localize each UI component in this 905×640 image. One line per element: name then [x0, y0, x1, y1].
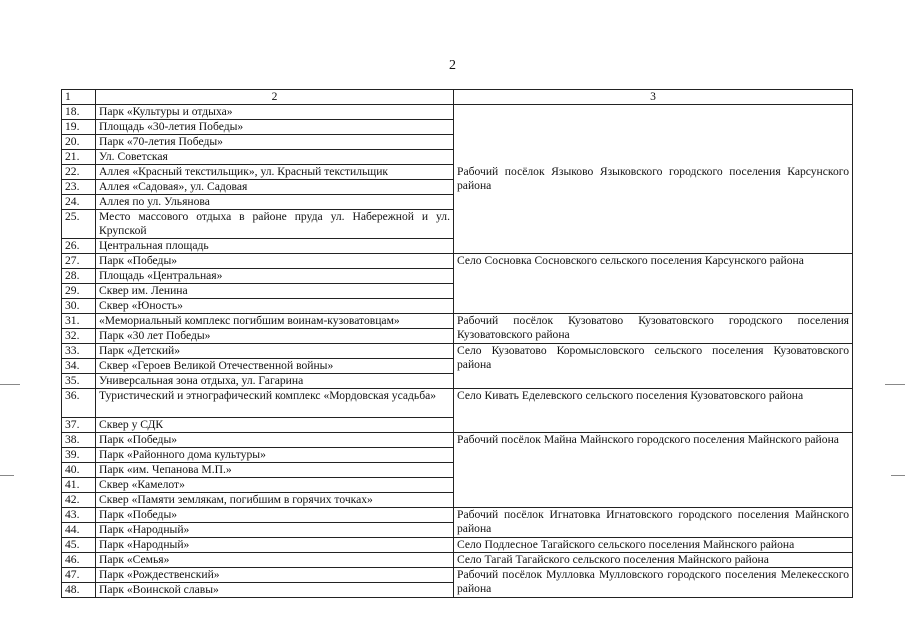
row-number: 41.	[62, 478, 96, 493]
margin-mark	[0, 384, 20, 385]
row-number: 34.	[62, 359, 96, 374]
row-number: 44.	[62, 523, 96, 538]
object-name: Парк «Победы»	[96, 433, 454, 448]
table-row	[62, 254, 853, 269]
object-name: Аллея по ул. Ульянова	[96, 195, 454, 210]
object-name: Парк «Детский»	[96, 344, 454, 359]
object-name: Парк «Народный»	[96, 538, 454, 553]
object-name: Сквер у СДК	[96, 418, 454, 433]
row-number: 48.	[62, 583, 96, 598]
row-number: 36.	[62, 389, 96, 418]
object-name: Парк «Семья»	[96, 553, 454, 568]
location-text: Село Сосновка Сосновского сельского поселения Карсунского района	[457, 254, 804, 267]
table-row	[62, 314, 853, 329]
table-row	[62, 568, 853, 583]
location-cell	[454, 508, 853, 538]
object-name: Аллея «Садовая», ул. Садовая	[96, 180, 454, 195]
row-number: 37.	[62, 418, 96, 433]
row-number: 29.	[62, 284, 96, 299]
row-number: 27.	[62, 254, 96, 269]
location-cell	[454, 314, 853, 344]
row-number: 33.	[62, 344, 96, 359]
object-name: Парк «Воинской славы»	[96, 583, 454, 598]
page-number: 2	[449, 58, 456, 73]
table-row	[62, 553, 853, 568]
location-text: Село Кивать Еделевского сельского поселения Кузоватовского района	[457, 389, 804, 402]
table-row	[62, 389, 853, 418]
row-number: 19.	[62, 120, 96, 135]
object-name: Парк «Победы»	[96, 508, 454, 523]
location-cell	[454, 433, 853, 508]
location-cell: Село Тагай Тагайского сельского поселения Майнского района	[454, 553, 853, 568]
object-name: Универсальная зона отдыха, ул. Гагарина	[96, 374, 454, 389]
object-name: Место массового отдыха в районе пруда ул. Набережной и ул. Крупской	[96, 210, 454, 239]
object-name: Сквер «Камелот»	[96, 478, 454, 493]
object-name: Сквер «Героев Великой Отечественной войны»	[96, 359, 454, 374]
location-text: Рабочий посёлок Мулловка Мулловского городского поселения Мелекесского района	[457, 568, 849, 595]
object-name: Центральная площадь	[96, 239, 454, 254]
object-name: Сквер «Юность»	[96, 299, 454, 314]
margin-mark	[0, 475, 14, 476]
row-number: 32.	[62, 329, 96, 344]
object-name: Площадь «30-летия Победы»	[96, 120, 454, 135]
row-number: 21.	[62, 150, 96, 165]
location-text: Рабочий посёлок Игнатовка Игнатовского городского поселения Майнского района	[457, 508, 849, 535]
row-number: 38.	[62, 433, 96, 448]
objects-table	[61, 89, 853, 598]
object-name: Площадь «Центральная»	[96, 269, 454, 284]
row-number: 42.	[62, 493, 96, 508]
row-number: 24.	[62, 195, 96, 210]
header-cell: 3	[454, 90, 853, 105]
table-row	[62, 538, 853, 553]
object-name: Сквер им. Ленина	[96, 284, 454, 299]
row-number: 28.	[62, 269, 96, 284]
object-name: Парк «70-летия Победы»	[96, 135, 454, 150]
row-number: 20.	[62, 135, 96, 150]
location-text: Село Кузоватово Коромысловского сельского поселения Кузоватовского района	[457, 344, 849, 371]
row-number: 25.	[62, 210, 96, 239]
header-cell: 2	[96, 90, 454, 105]
location-cell	[454, 344, 853, 389]
location-cell: Село Подлесное Тагайского сельского поселения Майнского района	[454, 538, 853, 553]
object-name: Парк «Рождественский»	[96, 568, 454, 583]
object-name: Туристический и этнографический комплекс «Мордовская усадьба»	[96, 389, 454, 418]
location-cell	[454, 254, 853, 314]
table-header-row	[62, 90, 853, 105]
location-cell	[454, 568, 853, 598]
object-name: Парк «Победы»	[96, 254, 454, 269]
object-name: Сквер «Памяти землякам, погибшим в горячих точках»	[96, 493, 454, 508]
location-text: Рабочий посёлок Майна Майнского городского поселения Майнского района	[457, 433, 839, 446]
row-number: 31.	[62, 314, 96, 329]
object-name: Аллея «Красный текстильщик», ул. Красный текстильщик	[96, 165, 454, 180]
location-cell	[454, 389, 853, 433]
location-text: Рабочий посёлок Языково Языковского городского поселения Карсунского района	[457, 165, 849, 192]
object-name: Парк «им. Чепанова М.П.»	[96, 463, 454, 478]
row-number: 39.	[62, 448, 96, 463]
row-number: 35.	[62, 374, 96, 389]
object-name: Парк «30 лет Победы»	[96, 329, 454, 344]
row-number: 40.	[62, 463, 96, 478]
table-row	[62, 433, 853, 448]
row-number: 30.	[62, 299, 96, 314]
row-number: 45.	[62, 538, 96, 553]
margin-mark	[891, 475, 905, 476]
object-name: Парк «Культуры и отдыха»	[96, 105, 454, 120]
margin-mark	[885, 384, 905, 385]
object-name: «Мемориальный комплекс погибшим воинам-кузоватовцам»	[96, 314, 454, 329]
object-name: Парк «Народный»	[96, 523, 454, 538]
row-number: 18.	[62, 105, 96, 120]
object-name: Парк «Районного дома культуры»	[96, 448, 454, 463]
table-row	[62, 105, 853, 120]
row-number: 26.	[62, 239, 96, 254]
row-number: 47.	[62, 568, 96, 583]
location-text: Рабочий посёлок Кузоватово Кузоватовского городского поселения Кузоватовского района	[457, 314, 849, 341]
location-cell	[454, 105, 853, 254]
object-name: Ул. Советская	[96, 150, 454, 165]
row-number: 46.	[62, 553, 96, 568]
table-row	[62, 344, 853, 359]
row-number: 43.	[62, 508, 96, 523]
row-number: 22.	[62, 165, 96, 180]
header-cell: 1	[62, 90, 96, 105]
row-number: 23.	[62, 180, 96, 195]
table-row	[62, 508, 853, 523]
